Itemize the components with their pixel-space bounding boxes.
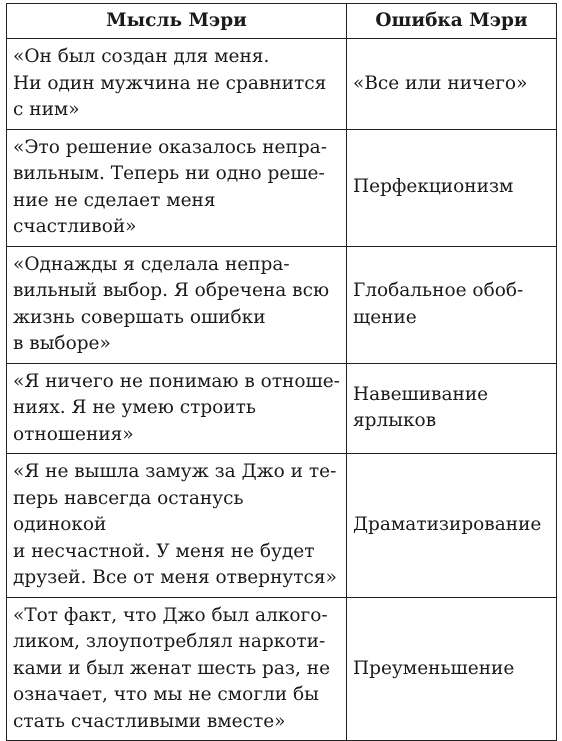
error-cell (347, 363, 557, 454)
thought-cell (7, 363, 347, 454)
thoughts-errors-table (6, 3, 557, 741)
thought-cell (7, 129, 347, 246)
table-row (7, 129, 557, 246)
table-row (7, 597, 557, 741)
thought-cell (7, 246, 347, 363)
error-text: Глобальное обоб- щение (353, 280, 524, 328)
thought-cell (7, 597, 347, 741)
error-cell (347, 129, 557, 246)
header-thought: Мысль Мэри (7, 4, 347, 39)
thought-text: «Это решение оказалось непра- вильным. Теперь ни одно реше- ние не сделает меня счастливой» (13, 136, 327, 237)
error-text: Драматизирование (353, 514, 542, 535)
table-row (7, 246, 557, 363)
error-cell (347, 246, 557, 363)
error-cell (347, 597, 557, 741)
error-text: «Все или ничего» (353, 72, 528, 94)
thought-cell (7, 454, 347, 598)
table-row (7, 454, 557, 598)
thought-cell (7, 39, 347, 130)
table-header-row (7, 4, 557, 39)
thought-text: «Однажды я сделала непра- вильный выбор. Я обречена всю жизнь совершать ошибки в выборе» (13, 253, 330, 354)
error-text: Преуменьшение (353, 657, 515, 679)
error-cell (347, 454, 557, 598)
table-row (7, 363, 557, 454)
thought-text: «Он был создан для меня. Ни один мужчина не сравнится с ним» (13, 46, 327, 120)
header-error: Ошибка Мэри (347, 4, 557, 39)
thought-text: «Тот факт, что Джо был алкого- ликом, злоупотреблял наркоти- ками и был женат шесть раз, не означает, что мы не смогли бы стать счастливыми вместе» (13, 604, 331, 732)
error-text: Перфекционизм (353, 176, 514, 198)
error-text: Навешивание ярлыков (353, 383, 489, 432)
thought-text: «Я не вышла замуж за Джо и те- перь навсегда останусь одинокой и несчастной. У меня не будет друзей. Все от меня отвернутся» (13, 461, 337, 588)
error-cell (347, 39, 557, 130)
thought-text: «Я ничего не понимаю в отноше- ниях. Я не умею строить отношения» (13, 370, 340, 445)
table-row (7, 39, 557, 130)
